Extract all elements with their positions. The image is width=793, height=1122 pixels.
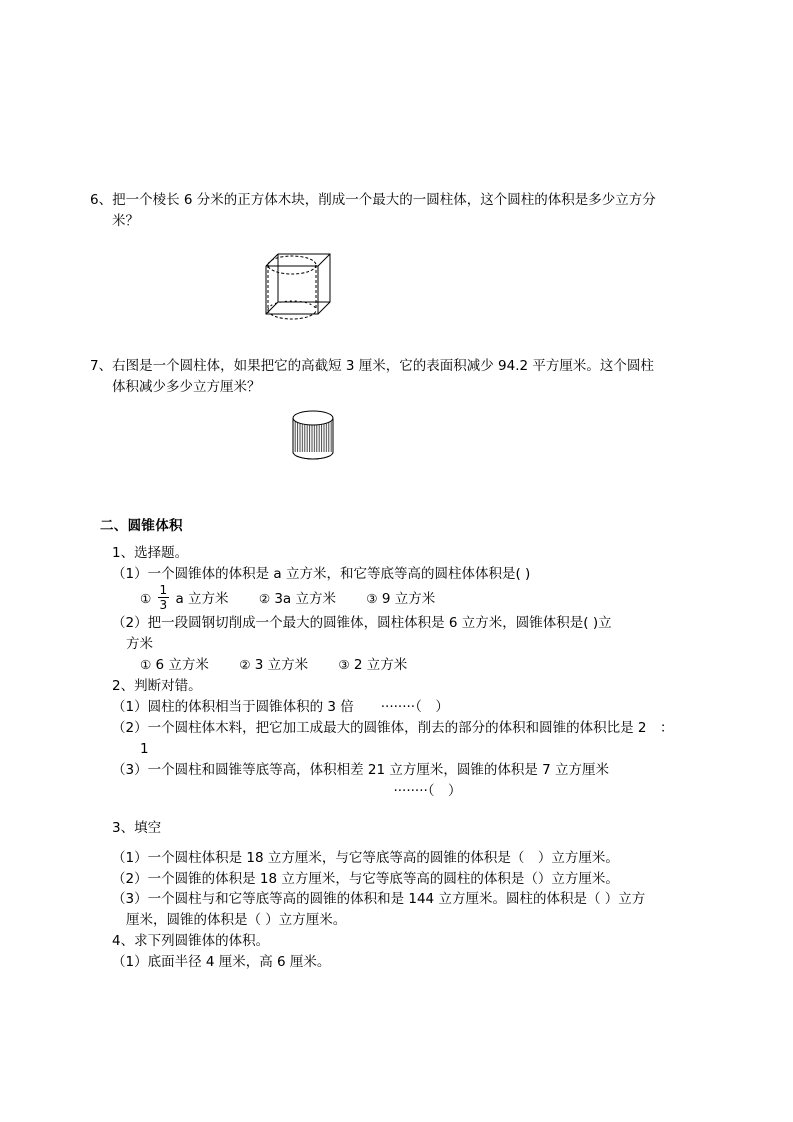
cube-with-inscribed-cylinder-icon [260,246,340,328]
spacer [90,534,705,543]
item-3-title: 3、填空 [112,819,162,836]
item-1-question-1: （1）一个圆锥体的体积是 a 立方米，和它等底等高的圆柱体体积是( ) [112,565,531,582]
spacer [90,839,705,848]
question-7-line-2: 体积减少多少立方厘米？ [112,378,261,395]
question-7-line-1: 7、右图是一个圆柱体，如果把它的高截短 3 厘米，它的表面积减少 94.2 平方厘米。这个圆柱 [90,357,654,374]
spacer [90,328,705,356]
option-3-marker: ③ [338,656,350,672]
option-3-marker: ③ [366,590,378,606]
item-4-question-1: （1）底面半径 4 厘米，高 6 厘米。 [112,954,331,971]
fraction-denominator: 3 [159,598,168,613]
option-2-marker: ② [239,656,251,672]
item-2-question-1: （1）圆柱的体积相当于圆锥体积的 3 倍 ········（ ） [112,699,449,716]
question-7-figure-wrap [90,398,705,474]
page-content [90,190,705,973]
item-1-question-1-options [140,582,705,613]
option-1-marker: ① [140,590,152,606]
option-2[interactable] [239,657,312,673]
spacer [90,474,705,514]
option-2-marker: ② [258,590,271,606]
option-1-label: a 立方米 [175,590,229,607]
option-1-label: 6 立方米 [155,656,209,673]
option-2[interactable] [259,591,340,607]
item-4-title: 4、求下列圆锥体的体积。 [112,933,270,950]
item-3-question-3-line-1: （3）一个圆柱与和它等底等高的圆锥的体积和是 144 立方厘米。圆柱的体积是（ ）立方 [112,891,646,908]
item-2-title: 2、判断对错。 [112,678,202,695]
fraction-numerator: 1 [159,582,168,597]
item-3-question-1: （1）一个圆柱体积是 18 立方厘米，与它等底等高的圆锥的体积是（ ）立方厘米。 [112,849,619,866]
option-1[interactable] [140,657,213,673]
cylinder-solid-icon [285,408,341,474]
question-6-line-2: 米？ [112,212,139,229]
item-2-question-2-line-1: （2）一个圆柱体木料，把它加工成最大的圆锥体，削去的部分的体积和圆锥的体积比是 2 ： [112,720,674,736]
option-3-label: 9 立方米 [381,590,436,607]
item-2-question-2-line-2-text: 1 [140,740,149,757]
item-1-question-2-line-1: （2）把一段圆钢切削成一个最大的圆锥体，圆柱体积是 6 立方米，圆锥体积是( )立 [112,614,612,631]
question-7 [90,356,705,474]
option-3[interactable] [366,591,435,607]
option-3-label: 2 立方米 [353,656,408,673]
item-3-question-2: （2）一个圆锥的体积是 18 立方厘米，与它等底等高的圆柱的体积是（）立方厘米。 [112,870,619,887]
option-1-marker: ① [140,656,152,672]
option-3[interactable] [338,657,407,673]
option-1[interactable] [140,582,233,613]
item-2-question-2-line-2 [140,739,705,760]
item-1-title: 1、选择题。 [112,544,189,561]
item-1-question-2-options [140,655,705,677]
question-6-line-1: 6、把一个棱长 6 分米的正方体木块，削成一个最大的一圆柱体，这个圆柱的体积是多少立方分 [90,192,656,208]
option-2-label: 3 立方米 [254,656,309,673]
question-6 [90,190,705,328]
item-1-question-2-line-2: 方米 [126,635,153,652]
section-title: 二、圆锥体积 [100,517,183,534]
spacer [90,802,705,818]
item-2-question-3-line-1: （3）一个圆柱和圆锥等底等高，体积相差 21 立方厘米，圆锥的体积是 7 立方厘米 [112,761,610,778]
fraction-one-third [158,584,170,612]
section-cone-volume [90,514,705,973]
item-2-question-3-tail: ········（ ） [393,782,462,799]
option-2-label: 3a 立方米 [274,590,336,607]
item-3-question-3-line-2: 厘米，圆锥的体积是（ ）立方厘米。 [126,912,347,929]
question-6-figure-wrap [90,232,705,328]
